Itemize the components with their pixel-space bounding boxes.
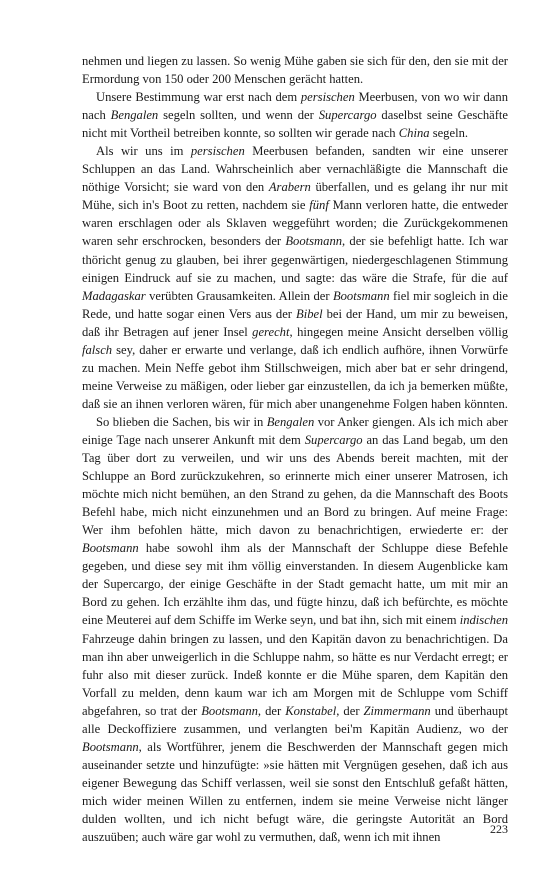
paragraph [82, 413, 508, 846]
italic-text: Arabern [268, 180, 311, 195]
italic-text: Madagaskar [82, 288, 146, 303]
text-run: daselbst seine Geschäfte nicht mit Vortheil betreiben konnte, so sollten wir gerade nach [82, 108, 509, 141]
text-run: , der [336, 703, 364, 718]
text-run: segeln. [429, 126, 469, 141]
italic-text: Bootsmann [82, 541, 139, 556]
body-text [82, 52, 508, 846]
page-number: 223 [490, 822, 508, 836]
text-run: So blieben die Sachen, bis wir in [96, 414, 267, 429]
paragraph [82, 142, 508, 413]
text-run: sey, daher er erwarte und verlange, daß ich endlich aufhöre, ihnen Vorwürfe zu machen. Mein Neffe gebot ihm Stillschweigen, mich aber bat er sehr dringend, meine Verweise zu mäßigen, oder lieber gar einzustellen, da ich ja bemerken müßte, daß sie an ihnen verloren wären, für mich aber unangenehme Folgen haben könnten. [82, 342, 508, 411]
text-run: Fahrzeuge dahin bringen zu lassen, und den Kapitän davon zu benachrichtigen. Da man ihn aber unweigerlich in die Schluppe nahm, so hätte es nur Verdacht erregt; er fuhr also mit dieser zurück. Indeß konnte er die Mühe sparen, dem Kapitän den Vorfall zu melden, denn kaum war ich am Morgen mit de Schluppe vom Schiff abgefahren, so trat der [82, 631, 508, 718]
italic-text: Bootsmann [332, 288, 390, 303]
text-run: überfallen, und es gelang ihr nur mit Mühe, sich in's Boot zu retten, nachdem sie [82, 180, 508, 213]
italic-text: Bootsmann [285, 234, 343, 249]
paragraph [82, 88, 508, 142]
paragraph [82, 52, 508, 88]
italic-text: Bibel [296, 306, 323, 321]
text-run: und überhaupt alle Deckoffiziere zusammen, und verlangten bei'm Kapitän Audienz, wo der [82, 703, 509, 736]
italic-text: Bengalen [266, 414, 315, 429]
text-run: bei der Hand, um mir zu beweisen, daß ihr Betragen auf jener Insel [82, 306, 509, 339]
italic-text: fünf [309, 198, 329, 213]
text-run: , hingegen meine Ansicht derselben völlig [289, 324, 509, 339]
italic-text: Bootsmann [201, 703, 258, 718]
text-run: fiel mir sogleich in die Rede, und hatte sogar einen Vers aus der [82, 288, 508, 321]
text-run: Meerbusen befanden, sandten wir eine unserer Schluppen an das Land. Wahrscheinlich aber vernachläßigte die Mannschaft die nöthige Vorsicht; sie ward von den [82, 144, 508, 195]
italic-text: China [398, 126, 430, 141]
italic-text: Bengalen [110, 108, 159, 123]
text-run: nehmen und liegen zu lassen. So wenig Mühe gaben sie sich für den, den sie mit der Ermordung von 150 oder 200 Menschen gerächt hatten. [82, 54, 508, 87]
text-run: verübten Grausamkeiten. Allein der [145, 288, 333, 303]
text-run: Mann verloren hatte, die entweder waren erschlagen oder als Sklaven weggeführt worden; die Zurückgekommenen waren sehr erschrocken, besonders der [82, 198, 508, 249]
italic-text: gerecht [252, 324, 290, 339]
text-run: segeln sollten, und wenn der [158, 108, 319, 123]
text-run: , der [257, 703, 286, 718]
italic-text: falsch [82, 342, 113, 357]
text-run: Meerbusen, von wo wir dann nach [82, 90, 508, 123]
italic-text: Konstabel [285, 703, 337, 718]
italic-text: persischen [190, 144, 245, 159]
text-run: habe sowohl ihm als der Mannschaft der Schluppe diese Befehle gegeben, und diese sey mit ihm völlig einverstanden. In diesem Augenblicke kam der Supercargo, der einige Geschäfte in der Stadt gemacht hatte, um mit mir an Bord zu gehen. Ich erzählte ihm das, und fügte hinzu, daß ich befürchte, es möchte eine Meuterei auf dem Schiffe im Werke seyn, und bat ihn, sich mit einem [82, 541, 508, 628]
text-run: Als wir uns im [96, 144, 191, 159]
text-run: vor Anker giengen. Als ich mich aber einige Tage nach unserer Ankunft mit dem [82, 414, 508, 447]
italic-text: persischen [300, 90, 355, 105]
italic-text: Bootsmann [82, 739, 139, 754]
text-run: an das Land begab, um den Tag über dort zu verweilen, und wir uns des Abends bereit machten, mit der Schluppe an Bord zurückzukehren, so erinnerte mich einer unserer Matrosen, ich möchte mich nicht bemühen, an den Strand zu gehen, da die Mannschaft des Boots Befehl habe, mich nicht einzunehmen und an Bord zu bringen. Auf meine Frage: Wer ihm befohlen hätte, mich davon zu benachrichtigen, erwiederte er: der [82, 432, 509, 538]
text-run: , der sie befehligt hatte. Ich war thöricht genug zu glauben, bei ihrer gegenwärtigen, niedergeschlagenen Stimmung einigen Eindruck auf sie zu machen, und sagte: das wäre die Strafe, für die auf [82, 234, 509, 285]
text-run: Unsere Bestimmung war erst nach dem [96, 90, 301, 105]
italic-text: Supercargo [318, 108, 377, 123]
italic-text: Supercargo [304, 432, 363, 447]
text-run: , als Wortführer, jenem die Beschwerden der Mannschaft gegen mich auseinander setzte und hinzufügte: »sie hätten mit Vergnügen gesehen, daß ich aus eigener Bewegung das Schiff verlassen, weil sie sonst den Entschluß gefaßt hätten, mich wider meinen Willen zu entfernen, indem sie meine Verweise nicht länger dulden wollten, und ich nicht befugt wäre, die geringste Autorität an Bord auszuüben; auch wäre gar wohl zu vermuthen, daß, wenn ich mit ihnen [82, 739, 508, 845]
italic-text: indischen [459, 613, 508, 628]
italic-text: Zimmermann [363, 703, 431, 718]
